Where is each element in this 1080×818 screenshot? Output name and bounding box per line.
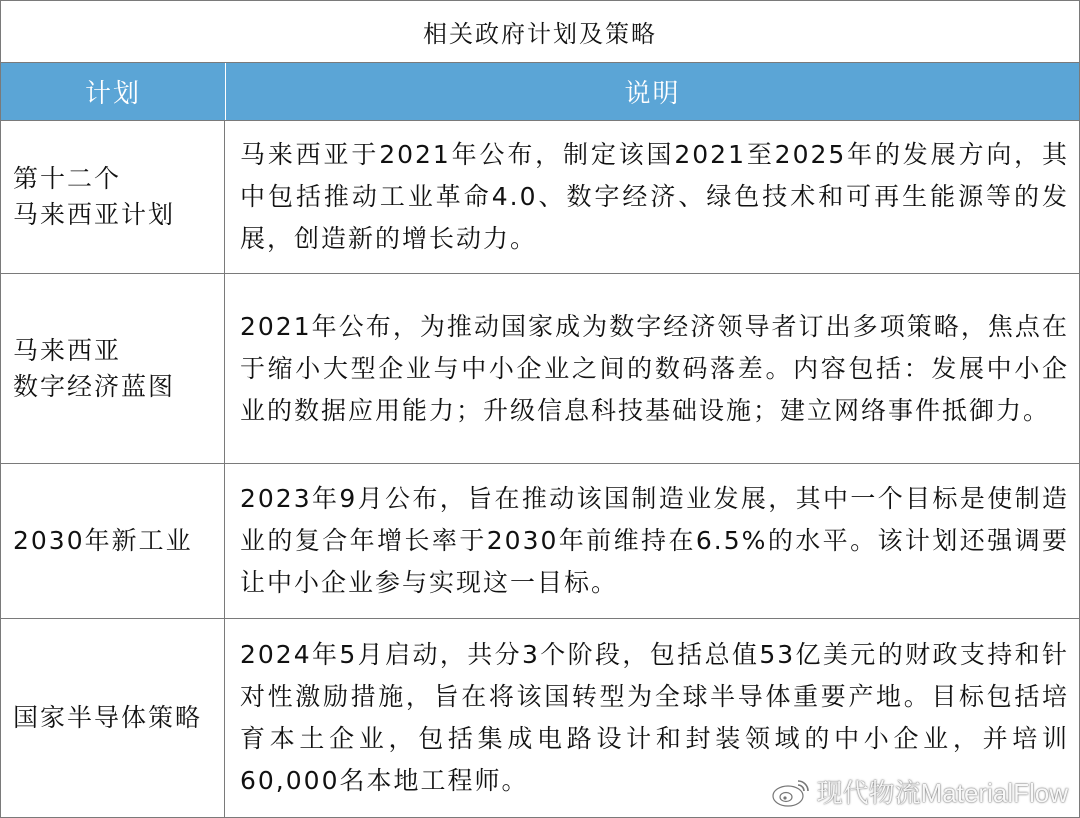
plan-name-line: 马来西亚	[13, 335, 122, 365]
plan-cell	[1, 619, 225, 817]
plan-name-line: 国家半导体策略	[13, 703, 203, 732]
watermark-text: 现代物流MaterialFlow	[816, 778, 1068, 808]
plan-name-line: 2030年新工业	[13, 526, 193, 555]
header-plan: 计划	[1, 63, 226, 120]
table-header-row	[1, 63, 1079, 121]
table-title: 相关政府计划及策略	[1, 1, 1079, 63]
table-row	[1, 274, 1079, 464]
plan-cell	[1, 121, 225, 273]
table-row	[1, 464, 1079, 619]
description-cell: 2021年公布，为推动国家成为数字经济领导者订出多项策略，焦点在于缩小大型企业与中小企业之间的数码落差。内容包括：发展中小企业的数据应用能力；升级信息科技基础设施；建立网络事件抵御力。	[240, 311, 1069, 425]
plan-name-line: 马来西亚计划	[13, 200, 176, 229]
plan-name-line: 第十二个	[13, 164, 122, 193]
header-description: 说明	[624, 79, 681, 109]
weibo-icon	[771, 777, 811, 807]
description-cell: 马来西亚于2021年公布，制定该国2021至2025年的发展方向，其中包括推动工业革命4.0、数字经济、绿色技术和可再生能源等的发展，创造新的增长动力。	[240, 140, 1069, 253]
plan-cell	[1, 464, 225, 618]
table-row	[1, 121, 1079, 274]
plan-name-line: 数字经济蓝图	[13, 371, 176, 401]
description-cell: 2024年5月启动，共分3个阶段，包括总值53亿美元的财政支持和针对性激励措施，旨在将该国转型为全球半导体重要产地。目标包括培育本土企业，包括集成电路设计和封装领域的中小企业，并培训60,000名本地工程师。	[240, 640, 1069, 795]
plan-cell	[1, 274, 225, 463]
watermark	[771, 773, 1068, 810]
description-cell: 2023年9月公布，旨在推动该国制造业发展，其中一个目标是使制造业的复合年增长率于2030年前维持在6.5%的水平。该计划还强调要让中小企业参与实现这一目标。	[240, 484, 1069, 597]
